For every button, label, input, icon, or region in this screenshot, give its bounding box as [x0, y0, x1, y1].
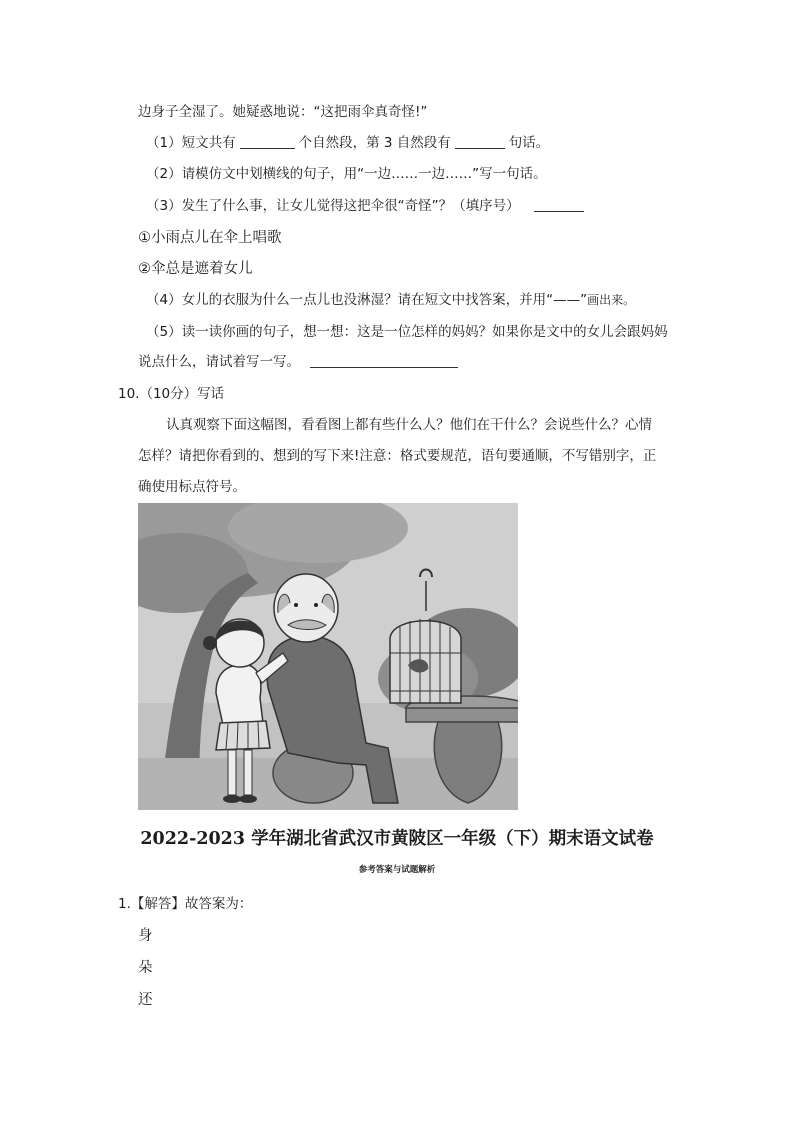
answer-blank-5[interactable] — [310, 353, 458, 368]
question-3 — [146, 196, 588, 216]
question-10-paragraph-3: 确使用标点符号。 — [138, 479, 246, 495]
question-10-paragraph-2: 怎样？请把你看到的、想到的写下来!注意：格式要规范，语句要通顺，不写错别字，正 — [138, 448, 657, 464]
answer-blank-1[interactable] — [240, 134, 295, 149]
option-1: ①小雨点儿在伞上唱歌 — [138, 230, 282, 246]
answer-1-item: 朵 — [138, 960, 153, 976]
question-3-text: （3）发生了什么事，让女儿觉得这把伞很“奇怪”？（填序号） — [146, 198, 520, 214]
question-1-prefix: （1）短文共有 — [146, 135, 236, 151]
illustration-girl-grandpa-birdcage — [138, 503, 518, 810]
question-1-suffix: 句话。 — [508, 135, 550, 151]
answer-1-heading: 1.【解答】故答案为： — [118, 896, 253, 912]
answer-1-item: 身 — [138, 928, 153, 944]
option-2: ②伞总是遮着女儿 — [138, 261, 253, 277]
question-5-line-2 — [138, 352, 458, 372]
question-1-middle: 个自然段，第 3 自然段有 — [298, 135, 451, 151]
answer-section-title: 2022-2023 学年湖北省武汉市黄陂区一年级（下）期末语文试卷 — [140, 829, 654, 849]
question-4-text: （4）女儿的衣服为什么一点儿也没淋湿？请在短文中找答案，并用“——” — [146, 292, 588, 308]
question-2: （2）请模仿文中划横线的句子，用“一边……一边……”写一句话。 — [146, 166, 547, 182]
answer-1-item: 还 — [138, 992, 153, 1008]
question-10-heading: 10.（10分）写话 — [118, 386, 225, 402]
question-1 — [146, 133, 549, 153]
question-5-line-1: （5）读一读你画的句子，想一想：这是一位怎样的妈妈？如果你是文中的女儿会跟妈妈 — [146, 324, 668, 340]
question-4 — [146, 290, 635, 310]
question-10-paragraph-1: 认真观察下面这幅图，看看图上都有些什么人？他们在干什么？会说些什么？心情 — [166, 417, 652, 433]
passage-tail: 边身子全湿了。她疑惑地说：“这把雨伞真奇怪!” — [138, 104, 428, 120]
question-5-text: 说点什么，请试着写一写。 — [138, 354, 300, 370]
answer-blank-3[interactable] — [534, 197, 584, 212]
answer-blank-2[interactable] — [455, 134, 505, 149]
question-4-tail: 画出来。 — [587, 293, 636, 307]
answer-section-subtitle: 参考答案与试题解析 — [358, 865, 436, 875]
